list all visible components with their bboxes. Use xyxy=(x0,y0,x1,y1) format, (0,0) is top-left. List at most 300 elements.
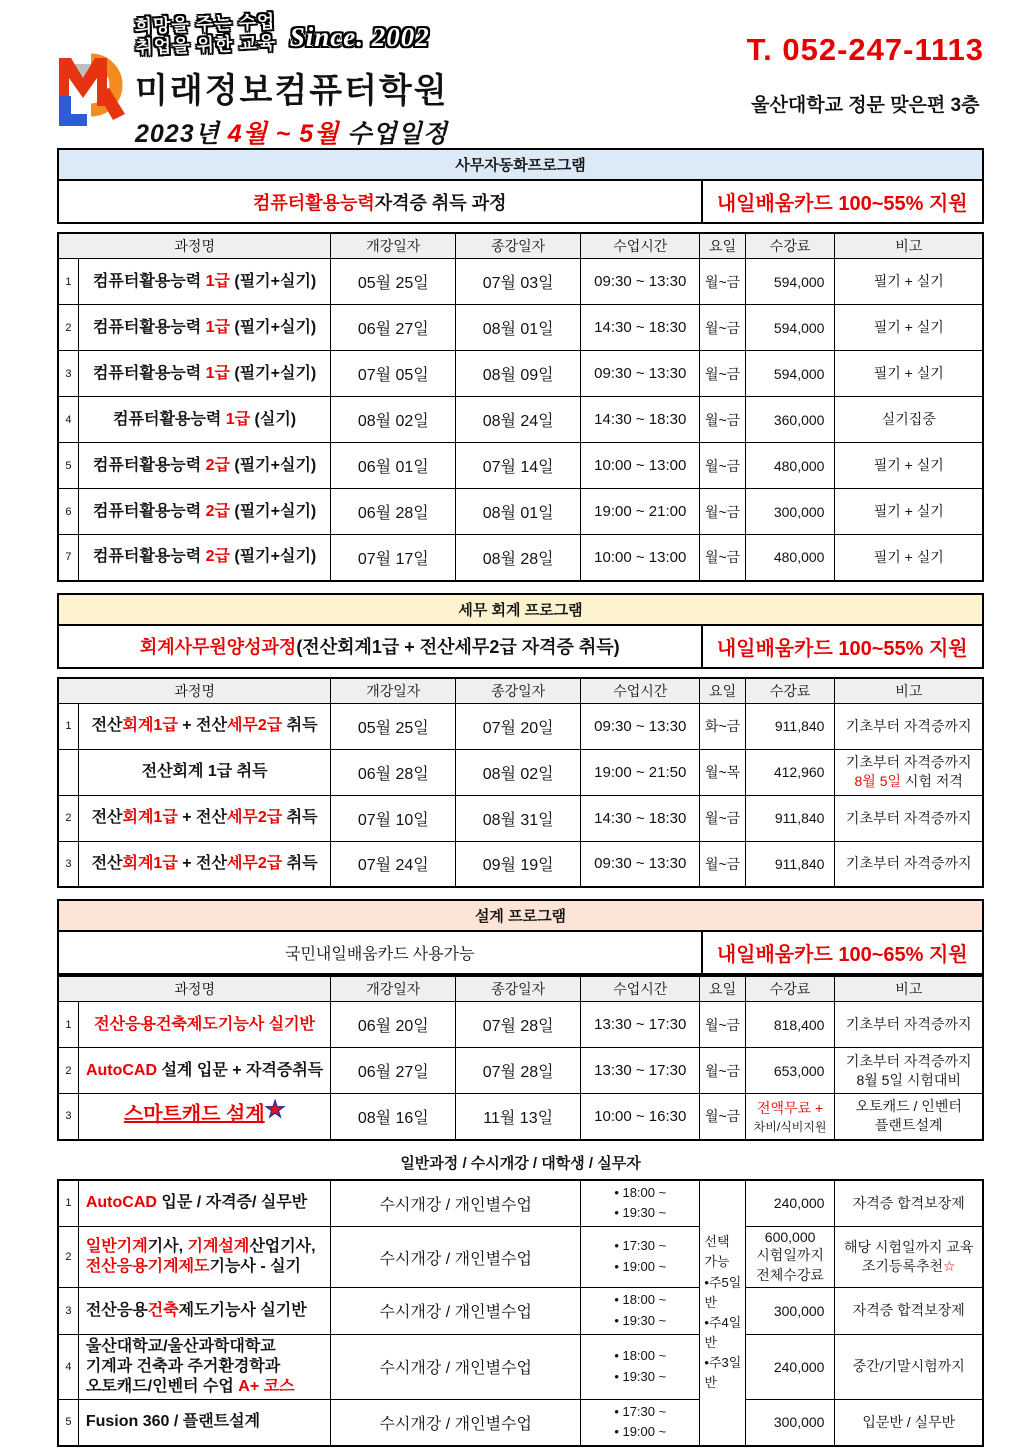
table-header-cell: 종강일자 xyxy=(456,976,581,1002)
row-number: 5 xyxy=(58,1399,78,1446)
table-header-cell: 수강료 xyxy=(745,976,835,1002)
cell-note: 입문반 / 실무반 xyxy=(835,1399,983,1446)
table-header-cell: 개강일자 xyxy=(331,976,456,1002)
cell-course-name xyxy=(78,397,331,443)
table-header-cell: 수업시간 xyxy=(581,233,700,259)
course-table xyxy=(57,677,984,889)
text-segment: 기계과 건축과 주거환경학과 xyxy=(86,1358,280,1375)
cell-fee: 300,000 xyxy=(745,1399,835,1446)
table-header-cell: 수업시간 xyxy=(581,976,700,1002)
text-segment: 취득 xyxy=(282,855,317,872)
table-header-cell: 요일 xyxy=(700,233,745,259)
schedule-months: 4월 ~ 5월 xyxy=(228,120,340,148)
section-general-courses xyxy=(57,1152,984,1447)
cell-days: 월~금 xyxy=(700,1094,745,1140)
section-head xyxy=(57,593,984,669)
cell-start-date: 06월 27일 xyxy=(331,305,456,351)
schedule-year: 2023년 xyxy=(135,120,220,148)
text-segment: 전산응용건축제도기능사 실기반 xyxy=(94,1016,315,1033)
table-header-cell: 개강일자 xyxy=(331,678,456,704)
cell-course-name xyxy=(78,1094,331,1140)
cell-course-name xyxy=(78,259,331,305)
text-segment: • 19:30 ~ xyxy=(614,1313,666,1328)
text-segment: 세무2급 xyxy=(227,717,282,734)
cell-note: 중간/기말시험까지 xyxy=(835,1334,983,1399)
table-header-cell: 비고 xyxy=(835,976,983,1002)
cell-start-date: 06월 27일 xyxy=(331,1048,456,1094)
text-segment: Fusion 360 / 플랜트설계 xyxy=(86,1413,260,1430)
text-segment: (필기+실기) xyxy=(230,548,316,565)
text-segment: (전산회계1급 + 전산세무2급 자격증 취득) xyxy=(296,633,619,659)
text-segment: 설계 입문 + 자격증취득 xyxy=(157,1062,323,1079)
text-segment: 일반기계 xyxy=(86,1238,148,1255)
cell-course-name xyxy=(78,1334,331,1399)
text-segment: (필기+실기) xyxy=(230,319,316,336)
text-segment: 컴퓨터활용능력 xyxy=(93,457,206,474)
star-icon: ★ xyxy=(265,1096,286,1122)
cell-end-date: 07월 28일 xyxy=(456,1048,581,1094)
cell-fee: 594,000 xyxy=(745,351,835,397)
row-number: 4 xyxy=(58,1334,78,1399)
cell-days: 월~금 xyxy=(700,1002,745,1048)
text-segment: 시험일까지 xyxy=(756,1247,824,1263)
text-segment: 회계1급 xyxy=(123,717,178,734)
text-segment: 회계1급 xyxy=(123,809,178,826)
text-segment: (필기+실기) xyxy=(230,457,316,474)
row-number: 7 xyxy=(58,535,78,581)
cell-days: 월~금 xyxy=(700,397,745,443)
course-row xyxy=(58,305,983,351)
cell-course-name xyxy=(78,1002,331,1048)
text-segment: 울산대학교/울산과학대학교 xyxy=(86,1338,276,1355)
cell-course-name xyxy=(78,703,331,749)
address: 울산대학교 정문 맞은편 3층 xyxy=(747,90,984,117)
row-number: 3 xyxy=(58,351,78,397)
course-row xyxy=(58,259,983,305)
text-segment: 컴퓨터활용능력 xyxy=(93,365,206,382)
row-number: 1 xyxy=(58,1002,78,1048)
text-segment: 전산응용 xyxy=(86,1302,148,1319)
text-segment: • 19:00 ~ xyxy=(614,1424,666,1439)
cell-class-time: 10:00 ~ 16:30 xyxy=(581,1094,700,1140)
sections-root xyxy=(57,148,984,1447)
course-row xyxy=(58,749,983,795)
cell-end-date: 11월 13일 xyxy=(456,1094,581,1140)
cell-class-time: 09:30 ~ 13:30 xyxy=(581,259,700,305)
text-segment: 전산응용기계제도 xyxy=(86,1258,210,1275)
cell-start-date: 08월 16일 xyxy=(331,1094,456,1140)
table-header-cell: 종강일자 xyxy=(456,233,581,259)
academy-logo-icon xyxy=(57,48,131,134)
cell-class-time: 09:30 ~ 13:30 xyxy=(581,351,700,397)
since-label: Since. 2002 xyxy=(290,22,430,55)
slogan-line-1: 희망을 주는 수업 xyxy=(134,12,275,38)
course-row xyxy=(58,489,983,535)
cell-note: 필기 + 실기 xyxy=(835,443,983,489)
cell-start-date: 07월 24일 xyxy=(331,841,456,887)
row-number: 3 xyxy=(58,841,78,887)
cell-fee: 300,000 xyxy=(745,489,835,535)
section-tax-accounting xyxy=(57,593,984,889)
flyer-header xyxy=(57,14,984,142)
text-segment: 전체수강료 xyxy=(756,1267,824,1283)
text-segment: 컴퓨터활용능력 xyxy=(93,503,206,520)
table-header-cell: 수강료 xyxy=(745,678,835,704)
text-segment: 컴퓨터활용능력 xyxy=(113,411,226,428)
table-header-cell: 수강료 xyxy=(745,233,835,259)
cell-class-time: 10:00 ~ 13:00 xyxy=(581,535,700,581)
text-segment: 취득 xyxy=(282,809,317,826)
cell-start-date: 06월 28일 xyxy=(331,489,456,535)
text-segment: 600,000 xyxy=(765,1229,816,1245)
cell-note: 기초부터 자격증까지 xyxy=(835,841,983,887)
course-row xyxy=(58,1334,983,1399)
cell-course-name xyxy=(78,749,331,795)
cell-start-date: 07월 10일 xyxy=(331,795,456,841)
text-segment: 전산 xyxy=(92,855,123,872)
cell-fee: 240,000 xyxy=(745,1334,835,1399)
cell-end-date: 07월 20일 xyxy=(456,703,581,749)
course-row xyxy=(58,703,983,749)
cell-end-date: 08월 24일 xyxy=(456,397,581,443)
course-row xyxy=(58,535,983,581)
cell-class-time: 09:30 ~ 13:30 xyxy=(581,841,700,887)
cell-schedule: 수시개강 / 개인별수업 xyxy=(331,1399,581,1446)
text-segment: 국민내일배움카드 사용가능 xyxy=(285,941,474,964)
cell-class-time: 10:00 ~ 13:00 xyxy=(581,443,700,489)
cell-note: 필기 + 실기 xyxy=(835,351,983,397)
section-subheader xyxy=(59,932,982,973)
text-segment: 제도기능사 실기반 xyxy=(179,1302,307,1319)
table-header-cell: 과정명 xyxy=(58,976,331,1002)
cell-fee: 480,000 xyxy=(745,535,835,581)
section-title: 세무 회계 프로그램 xyxy=(59,595,982,626)
cell-class-time: 14:30 ~ 18:30 xyxy=(581,305,700,351)
cell-end-date: 08월 09일 xyxy=(456,351,581,397)
cell-note xyxy=(835,1048,983,1094)
cell-schedule: 수시개강 / 개인별수업 xyxy=(331,1334,581,1399)
cell-fee xyxy=(745,1227,835,1288)
cell-fee: 480,000 xyxy=(745,443,835,489)
table-header-cell: 종강일자 xyxy=(456,678,581,704)
text-segment: (실기) xyxy=(250,411,296,428)
cell-course-name xyxy=(78,1048,331,1094)
text-segment: 오토캐드 / 인벤터 xyxy=(856,1098,962,1114)
cell-class-time xyxy=(581,1334,700,1399)
text-segment: 8월 5일 xyxy=(855,773,902,789)
text-segment: • 18:00 ~ xyxy=(614,1348,666,1363)
cell-course-name xyxy=(78,351,331,397)
text-segment: •주3일반 xyxy=(704,1355,741,1390)
text-segment: + 전산 xyxy=(178,855,227,872)
cell-end-date: 08월 31일 xyxy=(456,795,581,841)
text-segment: 플랜트설계 xyxy=(875,1117,943,1133)
text-segment: 건축 xyxy=(148,1302,179,1319)
section-office-automation xyxy=(57,148,984,582)
table-header-cell: 과정명 xyxy=(58,678,331,704)
cell-course-name xyxy=(78,535,331,581)
text-segment: 오토캐드/인벤터 수업 xyxy=(86,1378,238,1395)
cell-days: 월~금 xyxy=(700,351,745,397)
course-row xyxy=(58,443,983,489)
cell-days: 월~금 xyxy=(700,841,745,887)
cell-fee: 594,000 xyxy=(745,259,835,305)
text-segment: 기사, xyxy=(148,1238,188,1255)
cell-note: 자격증 합격보장제 xyxy=(835,1180,983,1227)
text-segment: 입문 / 자격증/ 실무반 xyxy=(157,1194,307,1211)
text-segment: 2급 xyxy=(206,503,230,520)
general-section-title: 일반과정 / 수시개강 / 대학생 / 실무자 xyxy=(57,1152,984,1173)
contact-block xyxy=(747,32,984,117)
table-header-cell: 비고 xyxy=(835,678,983,704)
text-segment: 전산 xyxy=(92,809,123,826)
text-segment: • 18:00 ~ xyxy=(614,1185,666,1200)
cell-fee: 360,000 xyxy=(745,397,835,443)
cell-end-date: 08월 02일 xyxy=(456,749,581,795)
cell-start-date: 05월 25일 xyxy=(331,703,456,749)
text-segment: 산업기사, xyxy=(249,1238,315,1255)
text-segment: •주5일반 xyxy=(704,1275,741,1310)
cell-days: 월~금 xyxy=(700,443,745,489)
cell-fee: 412,960 xyxy=(745,749,835,795)
cell-fee xyxy=(745,1094,835,1140)
text-segment: 해당 시험일까지 교육 xyxy=(844,1239,974,1255)
course-row xyxy=(58,1180,983,1227)
table-header-cell: 과정명 xyxy=(58,233,331,259)
section-subtitle xyxy=(59,626,701,667)
text-segment: 회계1급 xyxy=(123,855,178,872)
text-segment: 자격증 취득 과정 xyxy=(375,189,507,215)
cell-note: 자격증 합격보장제 xyxy=(835,1288,983,1335)
section-title: 설계 프로그램 xyxy=(59,901,982,932)
row-number: 6 xyxy=(58,489,78,535)
text-segment: 시험 저격 xyxy=(901,773,963,789)
course-row xyxy=(58,1288,983,1335)
cell-schedule: 수시개강 / 개인별수업 xyxy=(331,1180,581,1227)
text-segment: 차비/식비지원 xyxy=(754,1120,827,1134)
text-segment: 컴퓨터활용능력 xyxy=(253,189,375,215)
row-number: 3 xyxy=(58,1288,78,1335)
course-row xyxy=(58,1399,983,1446)
section-design xyxy=(57,899,984,1141)
cell-fee: 240,000 xyxy=(745,1180,835,1227)
row-number: 2 xyxy=(58,795,78,841)
phone-number: T. 052-247-1113 xyxy=(747,32,984,68)
text-segment: (필기+실기) xyxy=(230,365,316,382)
cell-days: 월~금 xyxy=(700,795,745,841)
text-segment: 조기등록추천 xyxy=(862,1258,943,1274)
text-segment: 1급 xyxy=(226,411,250,428)
cell-schedule: 수시개강 / 개인별수업 xyxy=(331,1288,581,1335)
course-row xyxy=(58,795,983,841)
cell-end-date: 08월 28일 xyxy=(456,535,581,581)
cell-end-date: 09월 19일 xyxy=(456,841,581,887)
row-number: 1 xyxy=(58,703,78,749)
text-segment: + 전산 xyxy=(178,717,227,734)
cell-course-name xyxy=(78,841,331,887)
cell-start-date: 06월 28일 xyxy=(331,749,456,795)
cell-note: 기초부터 자격증까지 xyxy=(835,1002,983,1048)
text-segment: AutoCAD xyxy=(86,1194,157,1211)
cell-days: 월~목 xyxy=(700,749,745,795)
course-row xyxy=(58,1002,983,1048)
text-segment: 1급 xyxy=(206,319,230,336)
text-segment: 스마트캐드 설계 xyxy=(124,1103,265,1125)
text-segment: 세무2급 xyxy=(227,809,282,826)
schedule-title xyxy=(135,114,449,150)
cell-course-name xyxy=(78,489,331,535)
academy-name: 미래정보컴퓨터학원 xyxy=(135,63,449,112)
table-header-cell: 비고 xyxy=(835,233,983,259)
text-segment: 전액무료 + xyxy=(757,1100,823,1116)
text-segment: • 19:30 ~ xyxy=(614,1205,666,1220)
course-row xyxy=(58,1227,983,1288)
cell-fee: 818,400 xyxy=(745,1002,835,1048)
text-segment: 2급 xyxy=(206,457,230,474)
section-subtitle xyxy=(59,932,701,973)
cell-class-time xyxy=(581,1288,700,1335)
course-table xyxy=(57,975,984,1141)
text-segment: 세무2급 xyxy=(227,855,282,872)
cell-start-date: 06월 20일 xyxy=(331,1002,456,1048)
text-segment: • 18:00 ~ xyxy=(614,1292,666,1307)
section-title: 사무자동화프로그램 xyxy=(59,150,982,181)
cell-note xyxy=(835,1227,983,1288)
cell-class-time: 19:00 ~ 21:00 xyxy=(581,489,700,535)
cell-class-time xyxy=(581,1227,700,1288)
text-segment: (필기+실기) xyxy=(230,503,316,520)
text-segment: • 17:30 ~ xyxy=(614,1404,666,1419)
row-number: 2 xyxy=(58,305,78,351)
row-number: 2 xyxy=(58,1048,78,1094)
cell-days: 월~금 xyxy=(700,535,745,581)
cell-class-time xyxy=(581,1180,700,1227)
table-header-cell: 수업시간 xyxy=(581,678,700,704)
text-segment: 전산회계 1급 취득 xyxy=(142,763,268,780)
cell-start-date: 07월 17일 xyxy=(331,535,456,581)
cell-end-date: 07월 28일 xyxy=(456,1002,581,1048)
cell-course-name xyxy=(78,1288,331,1335)
cell-course-name xyxy=(78,1180,331,1227)
course-table xyxy=(57,232,984,582)
table-header-row xyxy=(58,678,983,704)
table-header-cell: 개강일자 xyxy=(331,233,456,259)
cell-fee: 300,000 xyxy=(745,1288,835,1335)
slogan-line-2: 취업을 위한 교육 xyxy=(135,32,276,58)
cell-note xyxy=(835,749,983,795)
cell-class-time: 09:30 ~ 13:30 xyxy=(581,703,700,749)
cell-fee: 653,000 xyxy=(745,1048,835,1094)
text-segment: • 19:00 ~ xyxy=(614,1259,666,1274)
support-badge: 내일배움카드 100~55% 지원 xyxy=(701,181,983,222)
cell-days-options xyxy=(700,1180,745,1447)
cell-days: 월~금 xyxy=(700,1048,745,1094)
text-segment: 1급 xyxy=(206,365,230,382)
text-segment: AutoCAD xyxy=(86,1062,157,1079)
cell-start-date: 06월 01일 xyxy=(331,443,456,489)
course-row xyxy=(58,397,983,443)
text-segment: 컴퓨터활용능력 xyxy=(93,273,206,290)
text-segment: 기초부터 자격증까지 xyxy=(846,754,972,770)
cell-note: 필기 + 실기 xyxy=(835,535,983,581)
section-head xyxy=(57,148,984,224)
cell-course-name xyxy=(78,443,331,489)
slogan xyxy=(134,12,276,58)
text-segment: 1급 xyxy=(206,273,230,290)
cell-fee: 911,840 xyxy=(745,703,835,749)
cell-end-date: 07월 03일 xyxy=(456,259,581,305)
row-number: 3 xyxy=(58,1094,78,1140)
text-segment: •주4일반 xyxy=(704,1315,741,1350)
general-course-table xyxy=(57,1179,984,1447)
table-header-cell: 요일 xyxy=(700,976,745,1002)
cell-course-name xyxy=(78,1227,331,1288)
cell-class-time: 13:30 ~ 17:30 xyxy=(581,1002,700,1048)
cell-start-date: 05월 25일 xyxy=(331,259,456,305)
cell-class-time: 13:30 ~ 17:30 xyxy=(581,1048,700,1094)
cell-end-date: 07월 14일 xyxy=(456,443,581,489)
text-segment: 선택가능 xyxy=(704,1234,729,1269)
cell-note: 실기집중 xyxy=(835,397,983,443)
text-segment: • 19:30 ~ xyxy=(614,1369,666,1384)
cell-start-date: 07월 05일 xyxy=(331,351,456,397)
cell-days: 월~금 xyxy=(700,259,745,305)
cell-days: 월~금 xyxy=(700,489,745,535)
cell-schedule: 수시개강 / 개인별수업 xyxy=(331,1227,581,1288)
cell-fee: 911,840 xyxy=(745,795,835,841)
cell-note: 필기 + 실기 xyxy=(835,489,983,535)
cell-class-time: 19:00 ~ 21:50 xyxy=(581,749,700,795)
text-segment: ☆ xyxy=(943,1258,956,1274)
text-segment: 회계사무원양성과정 xyxy=(140,633,297,659)
cell-fee: 594,000 xyxy=(745,305,835,351)
text-segment: 2급 xyxy=(206,548,230,565)
text-segment: A+ 코스 xyxy=(238,1378,294,1395)
support-badge: 내일배움카드 100~65% 지원 xyxy=(701,932,983,973)
logo-texts xyxy=(135,14,449,150)
cell-start-date: 08월 02일 xyxy=(331,397,456,443)
row-number: 4 xyxy=(58,397,78,443)
cell-course-name xyxy=(78,1399,331,1446)
text-segment: 8월 5일 시험대비 xyxy=(856,1072,961,1088)
text-segment: 기능사 - 실기 xyxy=(210,1258,302,1275)
text-segment: 컴퓨터활용능력 xyxy=(93,319,206,336)
support-badge: 내일배움카드 100~55% 지원 xyxy=(701,626,983,667)
cell-note xyxy=(835,1094,983,1140)
text-segment: + 전산 xyxy=(178,809,227,826)
section-head xyxy=(57,899,984,975)
cell-course-name xyxy=(78,305,331,351)
text-segment: 취득 xyxy=(282,717,317,734)
cell-class-time: 14:30 ~ 18:30 xyxy=(581,397,700,443)
course-row xyxy=(58,1094,983,1140)
section-subtitle xyxy=(59,181,701,222)
table-header-row xyxy=(58,233,983,259)
schedule-suffix: 수업일정 xyxy=(347,120,448,148)
cell-note: 기초부터 자격증까지 xyxy=(835,703,983,749)
cell-class-time: 14:30 ~ 18:30 xyxy=(581,795,700,841)
table-header-row xyxy=(58,976,983,1002)
cell-class-time xyxy=(581,1399,700,1446)
cell-note: 필기 + 실기 xyxy=(835,305,983,351)
section-subheader xyxy=(59,181,982,222)
cell-days: 화~금 xyxy=(700,703,745,749)
table-header-cell: 요일 xyxy=(700,678,745,704)
text-segment: 기초부터 자격증까지 xyxy=(846,1053,972,1069)
row-number: 1 xyxy=(58,259,78,305)
cell-note: 기초부터 자격증까지 xyxy=(835,795,983,841)
section-subheader xyxy=(59,626,982,667)
